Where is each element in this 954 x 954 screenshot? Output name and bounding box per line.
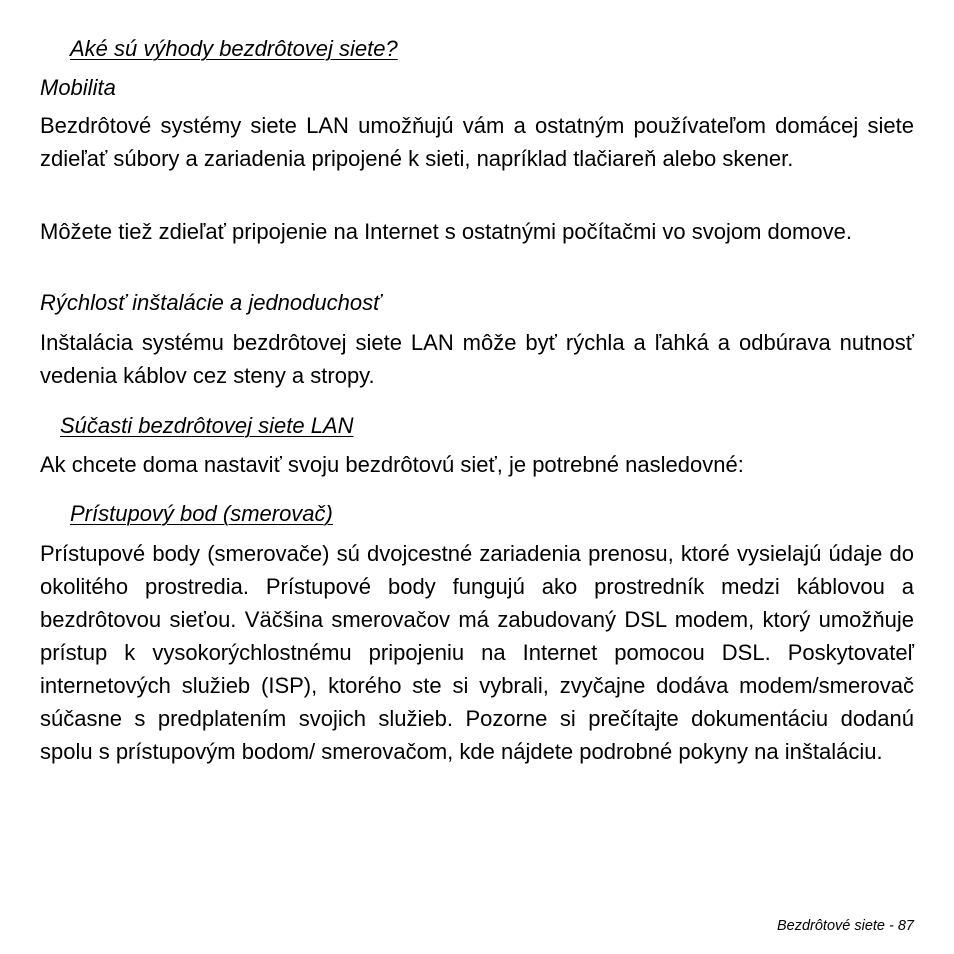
paragraph-mobility-2: Môžete tiež zdieľať pripojenie na Internet s ostatnými počítačmi vo svojom domove. bbox=[40, 219, 852, 244]
paragraph-mobility-1: Bezdrôtové systémy siete LAN umožňujú vám a ostatným používateľom domácej siete zdieľať súbory a zariadenia pripojené k sieti, napríklad tlačiareň alebo skener. bbox=[40, 113, 914, 171]
paragraph-components-intro: Ak chcete doma nastaviť svoju bezdrôtovú sieť, je potrebné nasledovné: bbox=[40, 452, 744, 477]
paragraph-access-point: Prístupové body (smerovače) sú dvojcestné zariadenia prenosu, ktoré vysielajú údaje do okolitého prostredia. Prístupové body fungujú ako prostredník medzi káblovou a bezdrôtovou sieťou. Väčšina smerovačov má zabudovaný DSL modem, ktorý umožňuje prístup k vysokorýchlostnému pripojeniu na Internet pomocou DSL. Poskytovateľ internetových služieb (ISP), ktorého ste si vybrali, zvyčajne dodáva modem/smerovač súčasne s predplatením svojich služieb. Pozorne si prečítajte dokumentáciu dodanú spolu s prístupovým bodom/ smerovačom, kde nájdete podrobné pokyny na inštaláciu. bbox=[40, 541, 914, 764]
heading-components: Súčasti bezdrôtovej siete LAN bbox=[60, 413, 354, 438]
page-footer: Bezdrôtové siete - 87 bbox=[776, 918, 914, 934]
heading-access-point: Prístupový bod (smerovač) bbox=[70, 501, 333, 526]
subheading-installation: Rýchlosť inštalácie a jednoduchosť bbox=[40, 290, 381, 315]
subheading-mobility: Mobilita bbox=[40, 75, 116, 100]
heading-advantages: Aké sú výhody bezdrôtovej siete? bbox=[70, 36, 398, 61]
document-page bbox=[40, 0, 914, 954]
paragraph-installation: Inštalácia systému bezdrôtovej siete LAN môže byť rýchla a ľahká a odbúrava nutnosť vedenia káblov cez steny a stropy. bbox=[40, 330, 914, 388]
